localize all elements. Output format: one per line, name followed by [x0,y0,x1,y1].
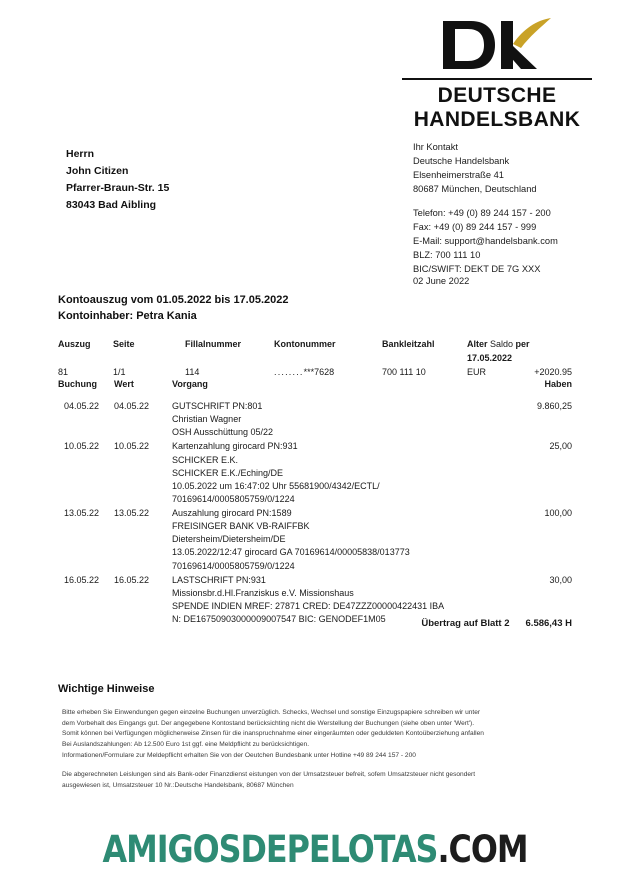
summary-balance: +2020.95 [534,366,572,377]
transaction-amount: 100,00 [544,508,572,518]
notice-line-3: Somit können bei Verfügungen möglicherweise Zinsen für die inanspruchnahme einer eingeräumten oder geduldeten Kontoüberziehung anfallen [62,730,484,738]
transaction-booking-date: 10.05.22 [64,441,100,452]
transaction-description [172,440,502,506]
transaction-description-line: 70169614/0005805759/0/1224 [172,560,295,571]
transaction-value-date: 04.05.22 [114,401,150,411]
notice-line-6: Die abgerechneten Leislungen sind als Bank-oder Finanzdienst eistungen von der Umsatzsteuer befreit, sofem Umsatzsteuer nicht gesondert [62,771,476,779]
bank-logo [402,14,592,131]
txn-header-vorgang: Vorgang [172,379,208,389]
contact-company: Deutsche Handelsbank [413,156,510,167]
notices-title: Wichtige Hinweise [58,683,155,695]
recipient-city: 83043 Bad Aibling [66,199,157,211]
notice-line-5: Informationen/Formulare zur Meldepflicht erhalten Sie von der Oeutchen Bundesbank unter Hotline +49 89 244 157 - 200 [62,751,416,759]
transaction-amount: 9.860,25 [536,401,572,411]
transaction-description-line: 70169614/0005805759/0/1224 [172,493,295,504]
txn-header-haben: Haben [544,379,572,389]
summary-header-filiale: Fillalnummer [185,339,242,349]
txn-header-buchung: Buchung [58,379,97,389]
transaction-description-line: SPENDE INDIEN MREF: 27871 CRED: DE47ZZZ00000422431 IBA [172,600,445,611]
watermark [44,828,586,871]
transaction-description [172,507,502,573]
summary-value-auszug: 81 [58,366,69,377]
saldo-label-alter: Alter [467,339,488,349]
notice-line-1: Bitte erheben Sie Einwendungen gegen einzelne Buchungen unverzüglich. Schecks, Wechsel und sonstige Einzugspapiere schreiben wir unter [62,709,481,716]
transaction-description-line: SCHICKER E.K./Eching/DE [172,467,284,478]
summary-value-kontonummer [274,366,382,380]
transaction-row [58,507,572,573]
recipient-name: John Citizen [66,165,129,177]
notice-line-4: Bei Auslandszahlungen: Ab 12.500 Euro 1st ggf. eine Meldpflicht zu berücksichtigen. [62,741,310,749]
transaction-description-line: Kartenzahlung girocard PN:931 [172,441,298,452]
transaction-list [58,400,572,627]
contact-fax: Fax: +49 (0) 89 244 157 - 999 [413,221,537,232]
transaction-description-line: LASTSCHRIFT PN:931 [172,574,266,585]
transaction-row [58,440,572,506]
transaction-header-row [58,379,572,389]
transaction-row [58,400,572,439]
summary-value-bankleitzahl: 700 111 10 [382,366,426,377]
transaction-amount: 25,00 [549,441,572,452]
summary-value-saldo [467,366,572,380]
contact-city: 80687 München, Deutschland [413,184,537,195]
summary-header-saldo [467,338,572,366]
transaction-amount: 30,00 [549,574,572,585]
summary-value-seite: 1/1 [113,366,126,377]
carry-forward-label: Übertrag auf Blatt 2 [421,618,510,629]
transaction-description-line: GUTSCHRIFT PN:801 [172,401,263,411]
summary-header-kontonummer: Kontonummer [274,339,336,349]
transaction-description-line: 10.05.2022 um 16:47:02 Uhr 55681900/4342/ECTL/ [172,480,380,491]
transaction-booking-date: 16.05.22 [64,574,100,585]
transaction-description [172,400,502,439]
transaction-description-line: OSH Ausschüttung 05/22 [172,427,274,438]
logo-name-line2: HANDELSBANK [413,107,581,131]
transaction-value-date: 10.05.22 [114,441,150,452]
summary-header-auszug: Auszug [58,339,91,349]
bank-contact-block [413,140,558,276]
carry-forward-row [58,618,572,629]
transaction-description-line: Dietersheim/Dietersheim/DE [172,534,286,545]
recipient-address [66,146,169,214]
statement-title-block [58,293,289,324]
contact-street: Elsenheimerstraße 41 [413,170,504,181]
summary-header-bankleitzahl: Bankleitzahl [382,339,435,349]
watermark-tld: .COM [437,828,528,871]
contact-heading: Ihr Kontakt [413,142,458,152]
logo-monogram-dk [402,14,592,76]
transaction-description-line: Missionsbr.d.Hl.Franziskus e.V. Missionshaus [172,587,354,598]
contact-blz: BLZ: 700 111 10 [413,249,481,260]
saldo-label-saldo: Saldo [487,339,516,349]
transaction-description-line: Christian Wagner [172,414,242,425]
notice-line-7: ausgewiesen ist, Umsatzsteuer 10 Nr.:Deutsche Handelsbank, 80687 München [62,782,294,790]
account-last-digits: ***7628 [303,366,335,377]
transaction-description-line: FREISINGER BANK VB-RAIFFBK [172,521,310,532]
transaction-description-line: SCHICKER E.K. [172,454,239,465]
notices-body [62,708,570,792]
logo-name-line1: DEUTSCHE [437,84,557,107]
contact-spacer [413,197,558,206]
carry-forward-amount: 6.586,43 H [525,618,572,629]
transaction-booking-date: 04.05.22 [64,401,100,411]
notices-paragraph-spacer [62,761,570,770]
account-mask-dots: ........ [274,366,304,377]
account-holder: Kontoinhaber: Petra Kania [58,309,197,322]
transaction-booking-date: 13.05.22 [64,508,100,518]
transaction-value-date: 16.05.22 [114,574,150,585]
dk-monogram-icon [437,15,557,75]
summary-value-filiale: 114 [185,366,200,377]
transaction-description-line: Auszahlung girocard PN:1589 [172,508,292,518]
recipient-street: Pfarrer-Braun-Str. 15 [66,182,170,194]
logo-divider [402,78,592,80]
letter-date: 02 June 2022 [413,276,470,286]
summary-header-seite: Seite [113,339,135,349]
txn-header-wert: Wert [114,379,134,389]
summary-header-row [58,338,572,366]
recipient-salutation: Herrn [66,148,95,160]
transaction-description-line: 13.05.2022/12:47 girocard GA 70169614/00005838/013773 [172,547,410,558]
transaction-value-date: 13.05.22 [114,508,150,518]
saldo-label-date: per 17.05.2022 [467,339,530,363]
summary-value-row [58,366,572,380]
contact-phone: Telefon: +49 (0) 89 244 157 - 200 [413,207,551,218]
statement-period: Kontoauszug vom 01.05.2022 bis 17.05.2022 [58,294,289,306]
notice-line-2: dem Vorbehalt des Eingangs gut. Der angegebene Kontostand berücksichting nicht die Werstellung der Buchungen (siehe oben unter 'Wert'). [62,719,475,727]
contact-email: E-Mail: support@handelsbank.com [413,235,558,246]
watermark-main: AMIGOSDEPELOTAS [102,828,438,871]
summary-currency: EUR [467,366,487,377]
contact-bic: BIC/SWIFT: DEKT DE 7G XXX [413,264,541,274]
transaction-description-line: N: DE16750903000009007547 BIC: GENODEF1M05 [172,614,386,624]
account-summary-table [58,338,572,380]
